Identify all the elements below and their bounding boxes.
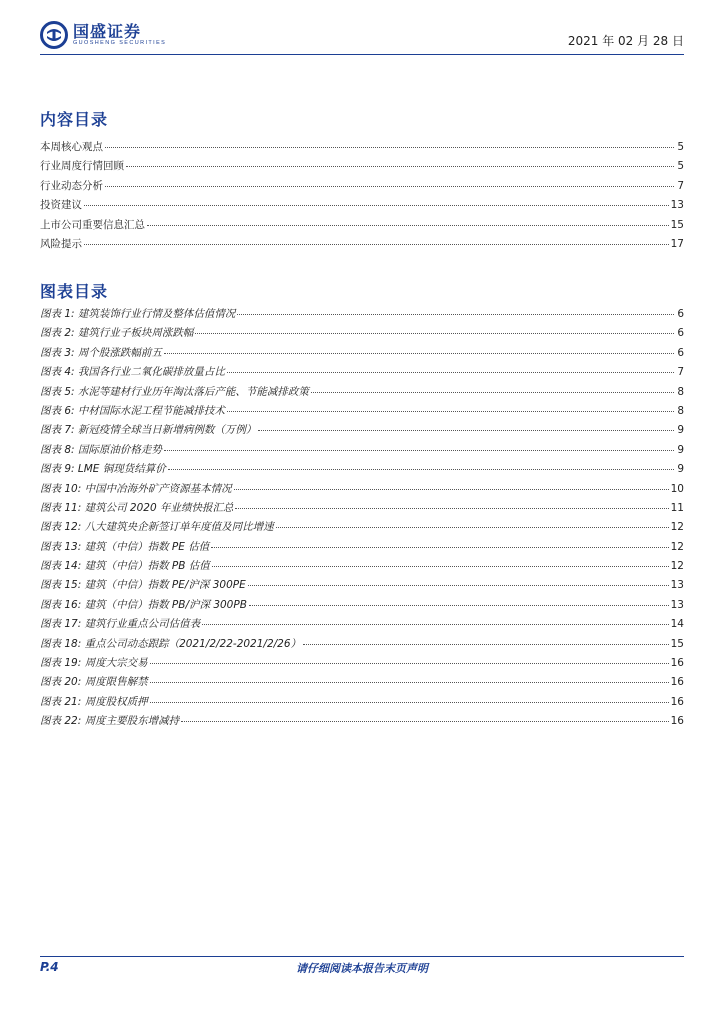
toc-entry-label[interactable]: 图表 13: 建筑（中信）指数 PE 估值	[40, 540, 210, 553]
toc-entry-page: 7	[677, 179, 684, 192]
toc-dot-leader	[147, 215, 669, 226]
toc-entry-page: 12	[670, 560, 684, 573]
toc-entry-label[interactable]: 图表 8: 国际原油价格走势	[40, 443, 162, 456]
toc-dot-leader	[150, 672, 669, 683]
logo-icon	[40, 21, 68, 49]
toc-dot-leader	[211, 537, 668, 548]
report-date: 2021 年 02 月 28 日	[567, 34, 684, 48]
toc-entry-label[interactable]: 行业周度行情回顾	[40, 160, 124, 173]
toc-entry-page: 7	[677, 366, 684, 379]
footer-disclaimer: 请仔细阅读本报告末页声明	[296, 962, 428, 975]
toc-entry-label[interactable]: 图表 7: 新冠疫情全球当日新增病例数（万例）	[40, 424, 257, 437]
footer-divider	[40, 956, 684, 957]
toc-entry-page: 9	[677, 443, 684, 456]
toc-dot-leader	[150, 653, 669, 664]
toc-dot-leader	[84, 195, 669, 206]
toc-entry-page: 6	[677, 346, 684, 359]
logo-chinese-name: 国盛证券	[73, 22, 142, 41]
toc-entry[interactable]	[40, 236, 684, 255]
toc-dot-leader	[227, 401, 674, 412]
toc-entry-page: 16	[670, 657, 684, 670]
toc-entry-page: 13	[670, 598, 684, 611]
toc-entry-label[interactable]: 图表 3: 周个股涨跌幅前五	[40, 346, 162, 359]
toc-entry-page: 12	[670, 521, 684, 534]
toc-entry-label[interactable]: 图表 12: 八大建筑央企新签订单年度值及同比增速	[40, 521, 274, 534]
logo-english-name: GUOSHENG SECURITIES	[73, 40, 167, 46]
company-logo	[40, 20, 166, 50]
toc-dot-leader	[212, 556, 669, 567]
toc-dot-leader	[276, 517, 669, 528]
toc-entry-page: 13	[670, 579, 684, 592]
page-number: P.4	[40, 960, 59, 974]
toc-entry-label[interactable]: 图表 16: 建筑（中信）指数 PB/沪深 300PB	[40, 598, 247, 611]
toc-entry-page: 10	[670, 482, 684, 495]
toc-entry-page: 5	[677, 141, 684, 153]
toc-entry-page: 13	[670, 199, 684, 212]
toc-entry-label[interactable]: 图表 4: 我国各行业二氧化碳排放量占比	[40, 366, 225, 379]
toc-entry-label[interactable]: 图表 21: 周度股权质押	[40, 695, 148, 708]
toc-entry-page: 9	[677, 424, 684, 437]
toc-dot-leader	[164, 440, 674, 451]
toc-entry-label[interactable]: 投资建议	[40, 199, 82, 212]
toc-dot-leader	[227, 362, 674, 373]
toc-entry-label[interactable]: 行业动态分析	[40, 179, 103, 192]
toc-entry-label[interactable]: 图表 5: 水泥等建材行业历年淘汰落后产能、节能减排政策	[40, 385, 309, 398]
contents-title: 内容目录	[40, 110, 109, 129]
toc-dot-leader	[84, 234, 669, 245]
toc-entry-label[interactable]: 图表 18: 重点公司动态跟踪（2021/2/22-2021/2/26）	[40, 637, 302, 650]
toc-entry-page: 6	[677, 308, 684, 320]
toc-entry-label[interactable]: 图表 9: LME 铜现货结算价	[40, 463, 166, 476]
toc-dot-leader	[249, 595, 669, 606]
toc-entry-page: 8	[677, 404, 684, 417]
toc-entry-page: 11	[670, 501, 684, 514]
figures-title: 图表目录	[40, 282, 109, 301]
toc-dot-leader	[311, 382, 674, 393]
toc-dot-leader	[105, 137, 674, 148]
toc-dot-leader	[234, 479, 669, 490]
toc-entry-label[interactable]: 图表 11: 建筑公司 2020 年业绩快报汇总	[40, 501, 234, 514]
toc-entry-page: 8	[677, 385, 684, 398]
toc-entry-page: 17	[670, 237, 684, 250]
toc-dot-leader	[105, 176, 674, 187]
toc-entry-label[interactable]: 图表 10: 中国中冶海外矿产资源基本情况	[40, 482, 232, 495]
toc-dot-leader	[303, 634, 669, 645]
toc-entry-page: 16	[670, 695, 684, 708]
toc-entry-page: 5	[677, 160, 684, 173]
toc-dot-leader	[150, 692, 669, 703]
figures-list	[40, 306, 684, 733]
toc-entry-page: 15	[670, 637, 684, 650]
toc-entry-page: 16	[670, 676, 684, 689]
toc-entry-label[interactable]: 图表 6: 中材国际水泥工程节能减排技术	[40, 404, 225, 417]
toc-entry-page: 9	[677, 463, 684, 476]
toc-dot-leader	[248, 575, 669, 586]
toc-entry-page: 15	[670, 218, 684, 231]
toc-dot-leader	[237, 304, 674, 315]
toc-dot-leader	[195, 323, 674, 334]
toc-dot-leader	[126, 156, 674, 167]
toc-entry-page: 14	[670, 618, 684, 631]
toc-entry-label[interactable]: 上市公司重要信息汇总	[40, 218, 145, 231]
toc-entry-label[interactable]: 图表 1: 建筑装饰行业行情及整体估值情况	[40, 308, 236, 320]
page-header	[40, 18, 684, 55]
toc-entry-page: 12	[670, 540, 684, 553]
toc-dot-leader	[202, 614, 669, 625]
toc-dot-leader	[181, 711, 669, 722]
toc-dot-leader	[164, 343, 674, 354]
toc-entry-label[interactable]: 图表 15: 建筑（中信）指数 PE/沪深 300PE	[40, 579, 246, 592]
toc-entry-label[interactable]: 图表 20: 周度限售解禁	[40, 676, 148, 689]
toc-entry-label[interactable]: 本周核心观点	[40, 141, 103, 153]
contents-list	[40, 139, 684, 255]
toc-entry-label[interactable]: 图表 17: 建筑行业重点公司估值表	[40, 618, 201, 631]
toc-dot-leader	[168, 459, 674, 470]
toc-entry-page: 6	[677, 327, 684, 340]
toc-entry[interactable]	[40, 713, 684, 732]
toc-dot-leader	[235, 498, 668, 509]
toc-dot-leader	[258, 420, 674, 431]
toc-entry-label[interactable]: 图表 2: 建筑行业子板块周涨跌幅	[40, 327, 194, 340]
toc-entry-label[interactable]: 图表 22: 周度主要股东增减持	[40, 715, 180, 728]
toc-entry-label[interactable]: 图表 19: 周度大宗交易	[40, 657, 148, 670]
toc-entry-label[interactable]: 风险提示	[40, 237, 82, 250]
toc-entry-label[interactable]: 图表 14: 建筑（中信）指数 PB 估值	[40, 560, 210, 573]
toc-entry-page: 16	[670, 715, 684, 728]
